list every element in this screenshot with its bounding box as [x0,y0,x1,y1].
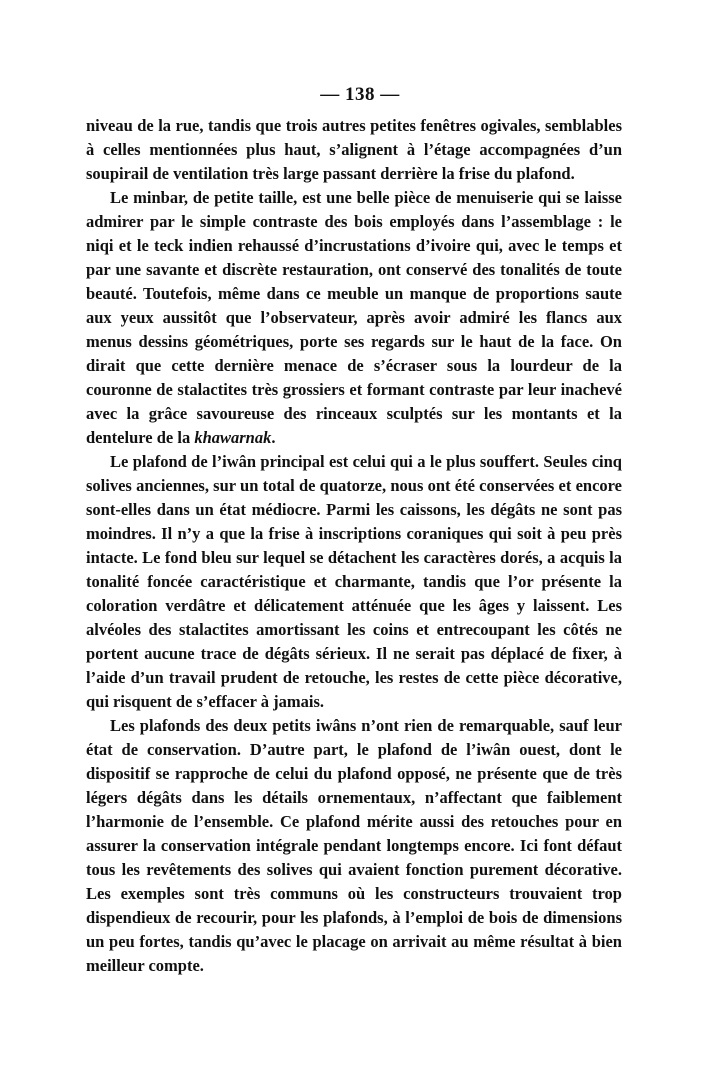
paragraph-1: niveau de la rue, tandis que trois autres petites fenêtres ogivales, semblables à celles mentionnées plus haut, s’alignent à l’étage accompagnées d’un soupirail de ventilation très large passant derrière la frise du plafond. [86,116,622,183]
paragraph-4: Les plafonds des deux petits iwâns n’ont rien de remarquable, sauf leur état de conservation. D’autre part, le plafond de l’iwân ouest, dont le dispositif se rapproche de celui du plafond opposé, ne présente que de très légers dégâts dans les détails ornementaux, n’affectant que faiblement l’harmonie de l’ensemble. Ce plafond mérite aussi des retouches pour en assurer la conservation intégrale pendant longtemps encore. Ici font défaut tous les revêtements des solives qui avaient fonction purement décorative. Les exemples sont très communs où les constructeurs trouvaient trop dispendieux de recourir, pour les plafonds, à l’emploi de bois de dimensions un peu fortes, tandis qu’avec le placage on arrivait au même résultat à bien meilleur compte. [86,716,622,975]
paragraph-2-tail: . [271,428,276,447]
paragraph-2-text: Le minbar, de petite taille, est une belle pièce de menuiserie qui se laisse admirer par le simple contraste des bois employés dans l’assemblage : le niqi et le teck indien rehaussé d’incrustations d’ivoire qui, avec le temps et par une savante et discrète restauration, ont conservé des tonalités de toute beauté. Toutefois, même dans ce meuble un manque de proportions saute aux yeux aussitôt que l’observateur, après avoir admiré les flancs aux menus dessins géométriques, porte ses regards sur le haut de la face. On dirait que cette dernière menace de s’écraser sous la lourdeur de la couronne de stalactites très grossiers et formant contraste par leur inachevé avec la grâce savoureuse des rinceaux sculptés sur les montants et la dentelure de la [86,188,622,447]
term-khawarnak: khawarnak [194,428,272,447]
page-number: — 138 — [320,84,400,105]
body-text [86,114,622,978]
paragraph-3: Le plafond de l’iwân principal est celui qui a le plus souffert. Seules cinq solives anciennes, sur un total de quatorze, nous ont été conservées et encore sont-elles dans un état médiocre. Parmi les caissons, les dégâts ne sont pas moindres. Il n’y a que la frise à inscriptions coraniques qui soit à peu près intacte. Le fond bleu sur lequel se détachent les caractères dorés, a acquis la tonalité foncée caractéristique et charmante, tandis que l’or présente la coloration verdâtre et délicatement atténuée que les âges y laissent. Les alvéoles des stalactites amortissant les coins et entrecoupant les côtés ne portent aucune trace de dégâts sérieux. Il ne serait pas déplacé de fixer, à l’aide d’un travail prudent de retouche, les restes de cette pièce décorative, qui risquent de s’effacer à jamais. [86,452,622,711]
paragraph-2 [86,186,622,450]
